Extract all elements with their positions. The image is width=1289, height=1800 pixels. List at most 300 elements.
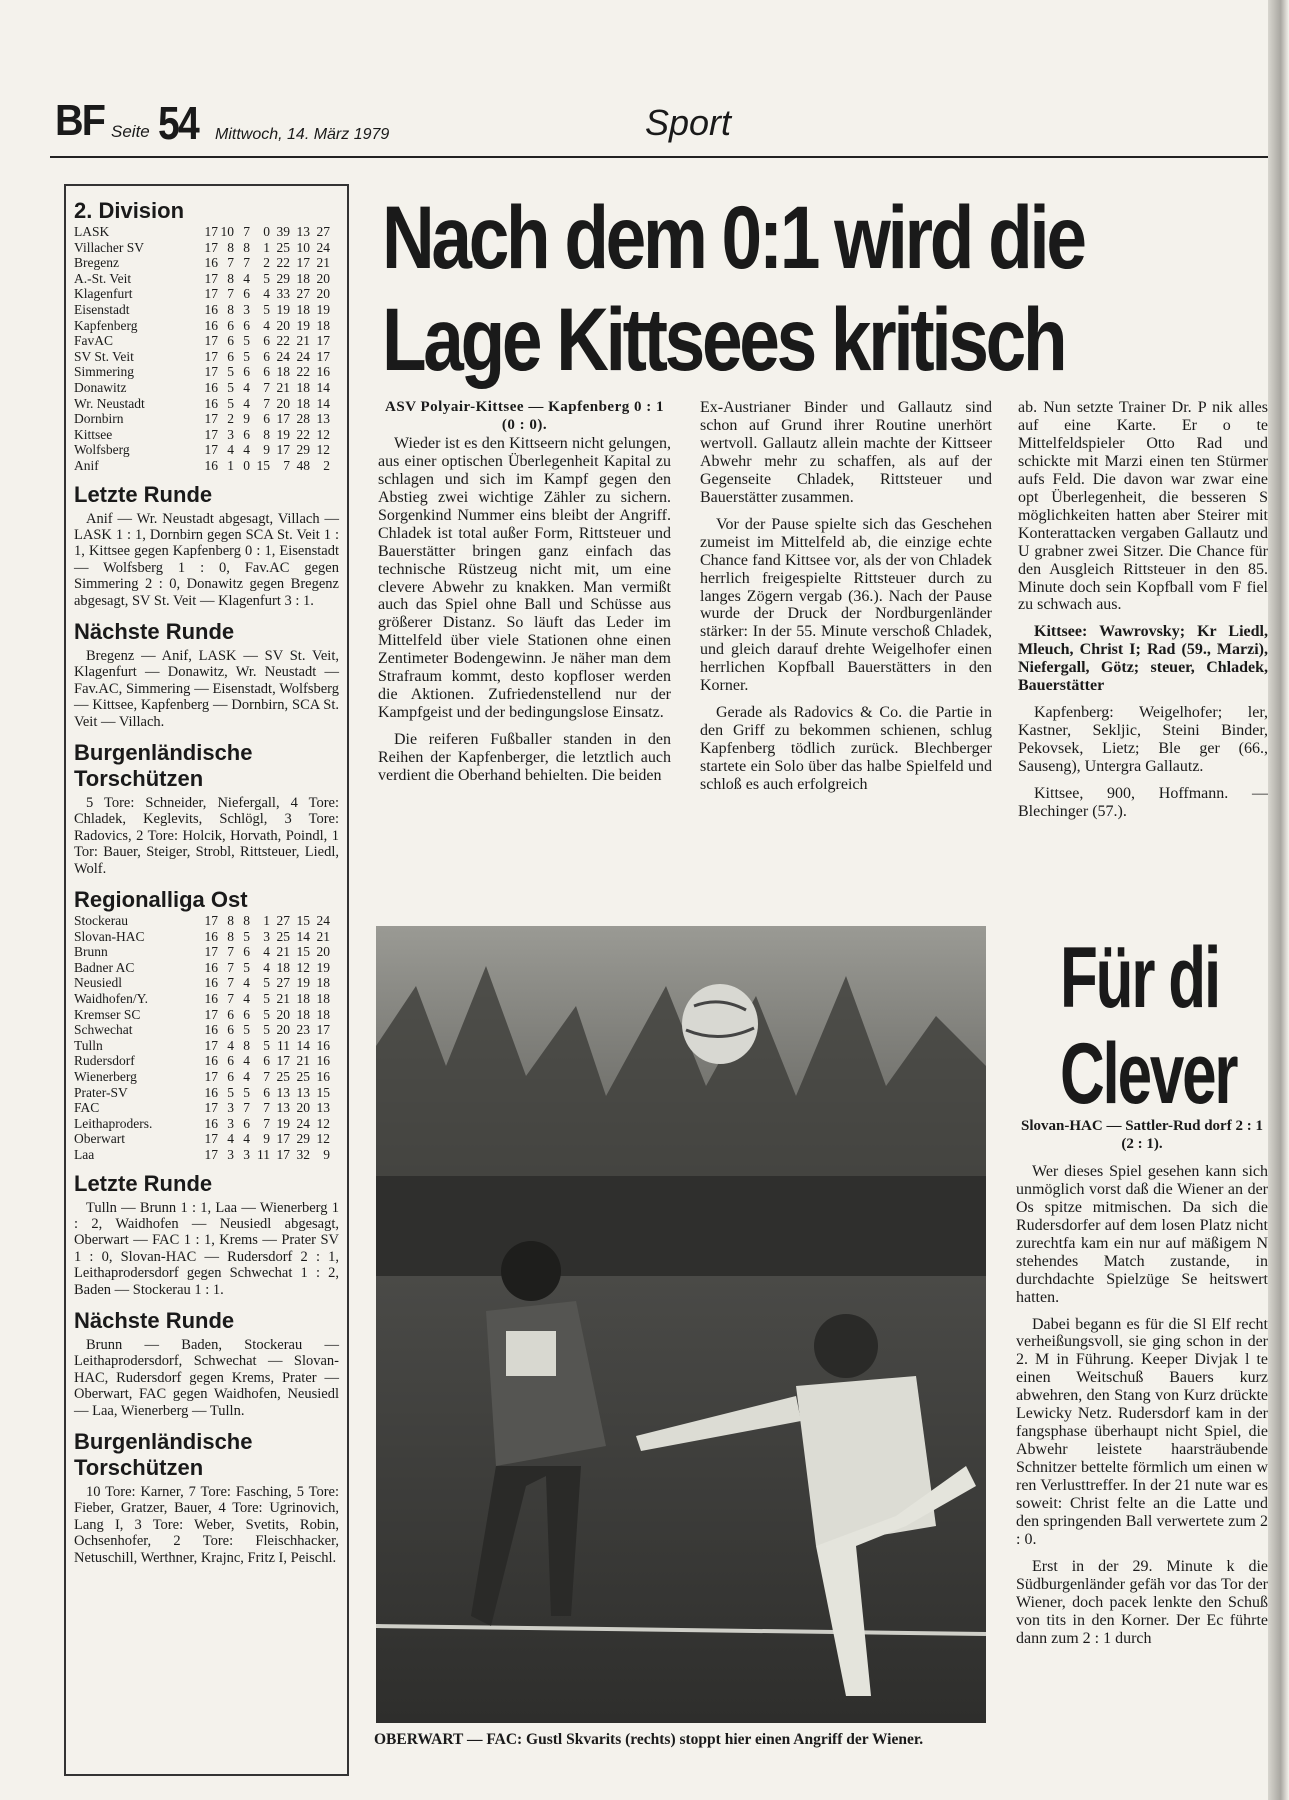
table-cell: 3	[243, 1146, 250, 1162]
table-cell: 8	[227, 270, 234, 286]
table-row	[74, 271, 339, 287]
table-row	[74, 1007, 339, 1023]
team-name: Kittsee	[74, 426, 113, 442]
table-cell: 12	[316, 426, 330, 442]
article-paragraph: Dabei begann es für die Sl Elf recht verheißungsvoll, sie ging schon in der 2. M in Führung. Keeper Divjak l te einen Weitschuß Bauers kurz abwehren, den Stang von Kurz drückte Lewicky Netz. Rudersdorf kam in der fangsphase überhaupt nicht Spiel, die Abwehr leistete haarsträubende Schnitzer bettelte förmlich um einen w ren Verlusttreffer. In der 21 nute war es soweit: Christ felte an die Latte und den springenden Ball verwertete zum 2 : 0.	[1016, 1315, 1268, 1548]
table-cell: 20	[276, 317, 290, 333]
table-row	[74, 364, 339, 380]
table-cell: 6	[227, 1068, 234, 1084]
table-cell: 5	[227, 1084, 234, 1100]
table-cell: 6	[263, 348, 270, 364]
table-cell: 5	[227, 379, 234, 395]
table-cell: 17	[276, 442, 290, 458]
table-cell: 16	[204, 1053, 218, 1069]
table-cell: 5	[263, 1006, 270, 1022]
table-cell: 19	[316, 959, 330, 975]
table-cell: 18	[316, 990, 330, 1006]
table-cell: 17	[204, 1068, 218, 1084]
team-name: Brunn	[74, 944, 108, 960]
table-cell: 3	[227, 1100, 234, 1116]
table-cell: 4	[243, 1068, 250, 1084]
table-cell: 4	[227, 1131, 234, 1147]
table-cell: 16	[204, 395, 218, 411]
table-cell: 17	[204, 239, 218, 255]
table-cell: 6	[227, 333, 234, 349]
table-cell: 24	[316, 913, 330, 928]
team-name: Leithaproders.	[74, 1115, 153, 1131]
table-cell: 4	[263, 959, 270, 975]
table-cell: 32	[296, 1146, 310, 1162]
newspaper-logo: BF	[55, 96, 105, 145]
table-cell: 17	[204, 426, 218, 442]
table-cell: 28	[296, 411, 310, 427]
table-cell: 13	[276, 1084, 290, 1100]
table-cell: 22	[296, 426, 310, 442]
table-cell: 4	[243, 1131, 250, 1147]
article-paragraph: ab. Nun setzte Trainer Dr. P nik alles auf eine Karte. Er o te Mittelfeldspieler Otto Rad und schickte mit Marzi einen ten Stürmer aufs Feld. Die davon war zwar eine opt Überlegenheit, die besseren S möglichkeiten hatten aber Steirer mit Konterattacken vergaben Gallautz und U grabner zwei Sitzer. Die Chance für den Ausgleich Rittsteuer in den 85. Minute doch sein Kopfball vom F fiel zu schwach aus.	[1018, 399, 1268, 614]
table-cell: 6	[227, 348, 234, 364]
table-cell: 10	[296, 239, 310, 255]
table-cell: 15	[256, 457, 270, 473]
table-cell: 17	[204, 286, 218, 302]
table-cell: 1	[227, 457, 234, 473]
table-row	[74, 929, 339, 945]
table-row	[74, 1085, 339, 1101]
table-cell: 6	[243, 426, 250, 442]
table-cell: 8	[243, 913, 250, 928]
table-cell: 5	[243, 333, 250, 349]
table-cell: 4	[227, 442, 234, 458]
match-photo	[376, 926, 986, 1723]
table-cell: 13	[316, 411, 330, 427]
table-row	[74, 240, 339, 256]
table-cell: 22	[276, 333, 290, 349]
table-row	[74, 224, 339, 240]
article-column-2	[700, 399, 992, 794]
page-label: Seite	[111, 122, 150, 141]
table-cell: 19	[276, 301, 290, 317]
table-cell: 6	[243, 1115, 250, 1131]
table-row	[74, 1038, 339, 1054]
table-cell: 15	[316, 1084, 330, 1100]
table-cell: 6	[263, 1053, 270, 1069]
article-paragraph: Erst in der 29. Minute k die Südburgenländer gefäh vor das Tor der Wiener, doch pacek lenkte den Schuß von tits in den Korner. Der Ec führte dann zum 2 : 1 durch	[1016, 1557, 1268, 1647]
match-result: ASV Polyair-Kittsee — Kapfenberg 0 : 1 (0 : 0).	[385, 399, 664, 433]
table-row	[74, 1147, 339, 1163]
table-cell: 13	[316, 1100, 330, 1116]
table-row	[74, 302, 339, 318]
table-title: Regionalliga Ost	[74, 887, 248, 912]
table-cell: 7	[227, 959, 234, 975]
headline-line: Für di	[1060, 930, 1220, 1026]
table-row	[74, 944, 339, 960]
team-name: Simmering	[74, 364, 134, 380]
table-cell: 16	[204, 1084, 218, 1100]
section-heading: Nächste Runde	[74, 618, 235, 644]
table-cell: 27	[296, 286, 310, 302]
table-cell: 19	[276, 426, 290, 442]
table-cell: 17	[204, 1131, 218, 1147]
table-cell: 6	[227, 1006, 234, 1022]
scorers-text: 5 Tore: Schneider, Niefergall, 4 Tore: Chladek, Keglevits, Schlögl, 3 Tore: Radovics, 2 Tore: Holcik, Horvath, Poindl, 1 Tor: Bauer, Steiger, Strobl, Rittsteuer, Liedl, Wolf.	[74, 794, 339, 877]
table-cell: 17	[316, 1022, 330, 1038]
table-cell: 17	[204, 224, 218, 239]
table-cell: 17	[204, 442, 218, 458]
table-cell: 5	[263, 1037, 270, 1053]
table-cell: 17	[204, 1037, 218, 1053]
table-cell: 8	[263, 426, 270, 442]
table-cell: 17	[204, 411, 218, 427]
table-cell: 16	[316, 364, 330, 380]
standings-table	[74, 224, 339, 474]
table-cell: 18	[296, 270, 310, 286]
table-cell: 17	[276, 411, 290, 427]
lineup-kapfenberg: Kapfenberg: Weigelhofer; ler, Kastner, Sekljic, Steini Binder, Pekovsek, Lietz; Ble ger (66., Sauseng), Untergra Gallautz.	[1018, 704, 1268, 776]
table-cell: 8	[227, 913, 234, 928]
table-cell: 16	[204, 959, 218, 975]
table-cell: 7	[283, 457, 290, 473]
table-cell: 4	[263, 944, 270, 960]
team-name: FAC	[74, 1100, 100, 1116]
table-cell: 4	[263, 286, 270, 302]
team-name: Laa	[74, 1146, 95, 1162]
table-cell: 21	[316, 255, 330, 271]
table-cell: 24	[296, 348, 310, 364]
fixtures-text: Bregenz — Anif, LASK — SV St. Veit, Klagenfurt — Donawitz, Wr. Neustadt — Fav.AC, Simmering — Eisenstadt, Wolfsberg — Kittsee, Kapfenberg — Dornbirn, SCA St. Veit — Villach.	[74, 647, 339, 730]
table-cell: 8	[243, 1037, 250, 1053]
table-cell: 6	[227, 317, 234, 333]
article-paragraph: Ex-Austrianer Binder und Gallautz sind schon auf Grund ihrer Routine unerhört wertvoll. Gallautz allein machte der Kittseer Abwehr mehr zu schaffen, als auf der Gegenseite Chladek, Rittsteuer und Bauerstätter zusammen.	[700, 399, 992, 506]
table-cell: 3	[243, 301, 250, 317]
table-cell: 12	[316, 1115, 330, 1131]
header-rule	[50, 156, 1268, 158]
table-cell: 21	[316, 928, 330, 944]
standings-sidebar	[64, 184, 349, 1776]
table-cell: 7	[263, 379, 270, 395]
table-cell: 11	[257, 1146, 270, 1162]
table-cell: 17	[296, 255, 310, 271]
table-cell: 29	[276, 270, 290, 286]
table-cell: 5	[243, 959, 250, 975]
table-cell: 4	[243, 975, 250, 991]
table-cell: 19	[296, 975, 310, 991]
table-row	[74, 913, 339, 929]
team-name: Villacher SV	[74, 239, 145, 255]
table-cell: 5	[243, 1084, 250, 1100]
table-cell: 14	[296, 928, 310, 944]
table-cell: 5	[263, 1022, 270, 1038]
table-row	[74, 318, 339, 334]
table-cell: 15	[296, 913, 310, 928]
table-cell: 17	[316, 348, 330, 364]
table-cell: 7	[243, 1100, 250, 1116]
table-cell: 17	[204, 364, 218, 380]
table-row	[74, 427, 339, 443]
table-cell: 17	[276, 1146, 290, 1162]
table-cell: 12	[316, 1131, 330, 1147]
table-cell: 21	[276, 379, 290, 395]
section-heading: Letzte Runde	[74, 481, 213, 507]
table-title: 2. Division	[74, 198, 185, 223]
table-cell: 18	[296, 1006, 310, 1022]
table-cell: 23	[296, 1022, 310, 1038]
table-cell: 3	[227, 1146, 234, 1162]
table-cell: 16	[204, 457, 218, 473]
table-cell: 4	[227, 1037, 234, 1053]
table-cell: 5	[263, 301, 270, 317]
table-row	[74, 1069, 339, 1085]
table-cell: 4	[243, 270, 250, 286]
table-row	[74, 991, 339, 1007]
table-cell: 20	[316, 944, 330, 960]
team-name: Wr. Neustadt	[74, 395, 145, 411]
table-cell: 6	[227, 1022, 234, 1038]
table-cell: 7	[227, 990, 234, 1006]
table-row	[74, 975, 339, 991]
team-name: Anif	[74, 457, 99, 473]
table-cell: 27	[316, 224, 330, 239]
table-cell: 10	[220, 224, 234, 239]
table-cell: 16	[316, 1037, 330, 1053]
section-heading: Letzte Runde	[74, 1170, 213, 1196]
table-cell: 20	[276, 395, 290, 411]
table-cell: 16	[204, 317, 218, 333]
table-cell: 5	[227, 364, 234, 380]
results-text: Anif — Wr. Neustadt abgesagt, Villach — LASK 1 : 1, Dornbirn gegen SCA St. Veit 1 : 1, Kittsee gegen Kapfenberg 0 : 1, Eisenstadt — Wolfsberg 1 : 0, Fav.AC gegen Simmering 2 : 0, Donawitz gegen Bregenz abgesagt, SV St. Veit — Klagenfurt 3 : 1.	[74, 510, 339, 609]
table-cell: 17	[204, 348, 218, 364]
team-name: Wienerberg	[74, 1068, 137, 1084]
table-row	[74, 1116, 339, 1132]
table-cell: 16	[316, 1053, 330, 1069]
table-cell: 8	[227, 239, 234, 255]
table-cell: 18	[316, 317, 330, 333]
table-cell: 39	[276, 224, 290, 239]
table-cell: 24	[296, 1115, 310, 1131]
match-facts: Kittsee, 900, Hoffmann. — Blechinger (57.).	[1018, 785, 1268, 821]
table-cell: 17	[316, 333, 330, 349]
table-cell: 5	[243, 1022, 250, 1038]
table-cell: 6	[263, 333, 270, 349]
team-name: Stockerau	[74, 913, 128, 928]
scorers-text: 10 Tore: Karner, 7 Tore: Fasching, 5 Tore: Fieber, Gratzer, Bauer, 4 Tore: Ugrinovich, Lang I, 3 Tore: Weber, Svetits, Robin, Ochsenhofer, 2 Tore: Fleischhacker, Netuschill, Werthner, Krajnc, Fritz I, Peischl.	[74, 1483, 339, 1566]
team-name: Schwechat	[74, 1022, 133, 1038]
team-name: Oberwart	[74, 1131, 125, 1147]
table-cell: 4	[243, 442, 250, 458]
table-cell: 6	[243, 364, 250, 380]
table-cell: 0	[243, 457, 250, 473]
table-cell: 21	[296, 1053, 310, 1069]
table-cell: 6	[243, 944, 250, 960]
table-cell: 12	[316, 442, 330, 458]
table-cell: 2	[227, 411, 234, 427]
table-cell: 17	[204, 913, 218, 928]
table-cell: 2	[263, 255, 270, 271]
team-name: Tulln	[74, 1037, 103, 1053]
team-name: A.-St. Veit	[74, 270, 132, 286]
table-cell: 18	[296, 379, 310, 395]
article-column-3	[1018, 399, 1268, 821]
table-cell: 11	[277, 1037, 290, 1053]
table-cell: 7	[263, 1115, 270, 1131]
table-cell: 6	[243, 1006, 250, 1022]
table-cell: 0	[263, 224, 270, 239]
table-cell: 16	[204, 975, 218, 991]
table-cell: 17	[204, 1100, 218, 1116]
table-cell: 5	[243, 928, 250, 944]
table-cell: 3	[227, 1115, 234, 1131]
table-cell: 16	[204, 928, 218, 944]
article-column-1	[378, 399, 671, 785]
main-headline	[382, 186, 1095, 390]
article-paragraph: Gerade als Radovics & Co. die Partie in den Griff zu bekommen schienen, schlug Kapfenberg tödlich zurück. Blechberger startete ein Solo über das halbe Spielfeld und schloß es auch erfolgreich	[700, 704, 992, 794]
section-heading: Nächste Runde	[74, 1307, 235, 1333]
table-cell: 4	[243, 379, 250, 395]
table-row	[74, 333, 339, 349]
table-cell: 17	[204, 1146, 218, 1162]
table-row	[74, 411, 339, 427]
table-cell: 6	[263, 364, 270, 380]
table-cell: 25	[276, 239, 290, 255]
table-cell: 7	[263, 1068, 270, 1084]
table-cell: 13	[276, 1100, 290, 1116]
table-cell: 18	[276, 364, 290, 380]
table-cell: 16	[204, 255, 218, 271]
table-cell: 15	[296, 944, 310, 960]
table-cell: 24	[316, 239, 330, 255]
table-cell: 22	[276, 255, 290, 271]
photo-caption: OBERWART — FAC: Gustl Skvarits (rechts) stoppt hier einen Angriff der Wiener.	[374, 1731, 924, 1748]
team-name: Wolfsberg	[74, 442, 130, 458]
table-cell: 17	[204, 944, 218, 960]
table-cell: 29	[296, 442, 310, 458]
table-cell: 5	[227, 395, 234, 411]
table-cell: 13	[296, 1084, 310, 1100]
team-name: Badner AC	[74, 959, 135, 975]
table-cell: 25	[296, 1068, 310, 1084]
table-cell: 5	[263, 990, 270, 1006]
team-name: Rudersdorf	[74, 1053, 135, 1069]
table-cell: 19	[296, 317, 310, 333]
lineup-kittsee: Kittsee: Wawrovsky; Kr Liedl, Mleuch, Christ I; Rad (59., Marzi), Niefergall, Götz; steuer, Chladek, Bauerstätter	[1018, 623, 1268, 695]
team-name: Kremser SC	[74, 1006, 141, 1022]
table-cell: 29	[296, 1131, 310, 1147]
table-cell: 3	[263, 928, 270, 944]
table-row	[74, 1022, 339, 1038]
team-name: Neusiedl	[74, 975, 122, 991]
table-cell: 21	[276, 990, 290, 1006]
section-title: Sport	[645, 102, 732, 143]
table-row	[74, 380, 339, 396]
table-row	[74, 960, 339, 976]
table-cell: 19	[316, 301, 330, 317]
table-cell: 27	[276, 913, 290, 928]
team-name: Waidhofen/Y.	[74, 990, 149, 1006]
table-cell: 7	[227, 975, 234, 991]
table-cell: 16	[204, 1115, 218, 1131]
table-cell: 6	[227, 1053, 234, 1069]
table-cell: 12	[296, 959, 310, 975]
table-cell: 22	[296, 364, 310, 380]
table-cell: 16	[316, 1068, 330, 1084]
table-cell: 1	[263, 239, 270, 255]
page-number: 54	[158, 97, 199, 149]
table-cell: 25	[276, 1068, 290, 1084]
ball-icon	[682, 984, 758, 1064]
table-row	[74, 286, 339, 302]
standings-table	[74, 913, 339, 1163]
table-row	[74, 1131, 339, 1147]
table-cell: 5	[263, 270, 270, 286]
table-cell: 6	[243, 286, 250, 302]
article-2-body	[1016, 1118, 1268, 1648]
table-cell: 21	[276, 944, 290, 960]
table-row	[74, 349, 339, 365]
table-cell: 18	[316, 975, 330, 991]
table-cell: 7	[227, 255, 234, 271]
table-row	[74, 396, 339, 412]
table-cell: 18	[316, 1006, 330, 1022]
table-cell: 8	[227, 928, 234, 944]
table-cell: 25	[276, 928, 290, 944]
table-cell: 2	[323, 457, 330, 473]
team-name: Kapfenberg	[74, 317, 138, 333]
table-cell: 20	[276, 1006, 290, 1022]
table-cell: 17	[204, 1006, 218, 1022]
table-cell: 18	[296, 990, 310, 1006]
table-cell: 4	[243, 990, 250, 1006]
table-cell: 1	[263, 913, 270, 928]
table-cell: 16	[204, 1022, 218, 1038]
table-cell: 4	[243, 1053, 250, 1069]
table-cell: 16	[204, 990, 218, 1006]
photo-illustration	[376, 926, 986, 1723]
table-row	[74, 255, 339, 271]
table-cell: 9	[323, 1146, 330, 1162]
team-name: Donawitz	[74, 379, 127, 395]
team-name: Slovan-HAC	[74, 928, 145, 944]
issue-date: Mittwoch, 14. März 1979	[215, 126, 390, 143]
table-cell: 9	[263, 1131, 270, 1147]
secondary-headline	[1060, 930, 1236, 1122]
table-cell: 17	[204, 270, 218, 286]
table-cell: 6	[263, 411, 270, 427]
match-result: Slovan-HAC — Sattler-Rud dorf 2 : 1 (2 : 1).	[1021, 1118, 1263, 1152]
table-cell: 7	[263, 1100, 270, 1116]
team-name: SV St. Veit	[74, 348, 134, 364]
table-cell: 20	[316, 270, 330, 286]
table-cell: 3	[227, 426, 234, 442]
section-heading: Burgenländische Torschützen	[74, 1428, 253, 1480]
table-cell: 5	[263, 975, 270, 991]
table-cell: 4	[263, 317, 270, 333]
table-row	[74, 458, 339, 474]
table-cell: 7	[227, 286, 234, 302]
table-cell: 7	[243, 224, 250, 239]
table-cell: 16	[204, 379, 218, 395]
table-row	[74, 1100, 339, 1116]
article-paragraph: Vor der Pause spielte sich das Geschehen zumeist im Mittelfeld ab, die einzige echte Chance fand Kittsee vor, als der von Chladek herrlich freigespielte Rittsteuer durch zu langes Zögern vergab (36.). Nach der Pause wurde der Druck der Nordburgenländer stärker: In der 55. Minute verschoß Chladek, und gleich darauf drehte Weigelhofer einen herrlichen Kopfball Bauerstätters in den Korner.	[700, 515, 992, 695]
article-paragraph: Wieder ist es den Kittseern nicht gelungen, aus einer optischen Überlegenheit Kapital zu schlagen und sich im Kampf gegen den Abstieg zwei wichtige Zähler zu sichern. Sorgenkind Nummer eins bleibt der Angriff. Chladek ist total außer Form, Rittsteuer und Bauerstätter bringen ganz einfach das technische Rüstzeug nicht mit, um eine clevere Abwehr zu knakken. Man vermißt auch das Spiel ohne Ball und Schüsse aus größerer Distanz. So läuft das Leder im Mittelfeld über viele Stationen ohne einen Zentimeter Bodengewinn. Je näher man dem Strafraum kommt, desto kopfloser werden die Aktionen. Zufriedenstellend nur der Kampfgeist und der bedingungslose Einsatz.	[378, 434, 671, 722]
table-cell: 18	[296, 395, 310, 411]
team-name: Klagenfurt	[74, 286, 133, 302]
table-cell: 33	[276, 286, 290, 302]
table-cell: 7	[263, 395, 270, 411]
headline-line: Clever	[1060, 1026, 1237, 1122]
page-edge-shadow	[1268, 0, 1289, 1800]
table-cell: 4	[243, 395, 250, 411]
article-paragraph: Wer dieses Spiel gesehen kann sich unmöglich vorst daß die Wiener an der Os spitze mitmischen. Da sich die Rudersdorfer auf dem losen Platz nicht zurechtfa kam ein nur auf mäßigem N stehendes Match zustande, in durchdachte Spielzüge Se heitswert hatten.	[1016, 1162, 1268, 1306]
table-cell: 8	[227, 301, 234, 317]
